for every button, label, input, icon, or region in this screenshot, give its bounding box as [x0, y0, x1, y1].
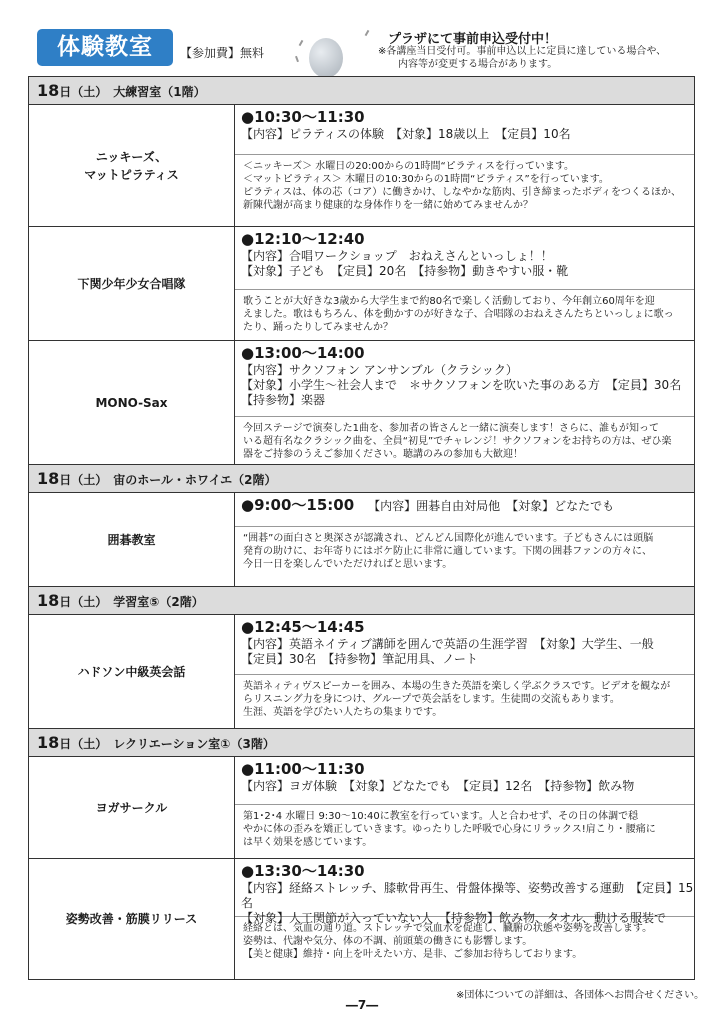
- program-info: 【対象】人工関節が入っていない人 【持参物】飲み物、タオル、動ける服装で: [241, 911, 667, 925]
- description-line: 新陳代謝が高まり健康的な身体作りを一緒に始めてみませんか？: [243, 200, 533, 211]
- program-time: ●13:00～14:00: [241, 344, 365, 362]
- program-info: 【定員】30名 【持参物】筆記用具、ノート: [241, 652, 478, 666]
- program-details: [235, 493, 694, 527]
- description-line: 英語ネィティヴスピーカーを囲み、本場の生きた英語を楽しく学ぶクラスです。ビデオを観なが: [243, 681, 671, 692]
- program-time: ●12:10～12:40: [241, 230, 365, 248]
- notice-title: プラザにて事前申込受付中！: [388, 32, 558, 47]
- description-line: えました。歌はもちろん、体を動かすのが好きな子、合唱隊のおねえさんたちといっしょに歌っ: [243, 309, 674, 320]
- description-line: 姿勢は、代謝や気分、体の不調、前頭葉の働きにも影響します。: [243, 936, 533, 947]
- program-info: 【持参物】楽器: [241, 393, 326, 407]
- description-line: 器をご持参のうえご参加ください。聴講のみの参加も大歓迎！: [243, 449, 523, 460]
- group-name: 下関少年少女合唱隊: [29, 227, 235, 340]
- program-time: ●11:00～11:30: [241, 760, 365, 778]
- description-line: 第1･2･4 水曜日 9:30～10:40に教室を行っています。人と合わせず、その日の体調で穏: [243, 811, 639, 822]
- group-name: ヨガサークル: [29, 757, 235, 858]
- program-row: [29, 493, 694, 587]
- sparkle-icon: [299, 40, 304, 46]
- description-line: 生涯、英語を学びたい人たちの集まりです。: [243, 707, 443, 718]
- program-details: [235, 341, 694, 417]
- description-line: 今回ステージで演奏した1曲を、参加者の皆さんと一緒に演奏します！さらに、誰もが知って: [243, 423, 659, 434]
- description-line: は早く効果を感じています。: [243, 837, 373, 848]
- page-number: ―7―: [345, 998, 379, 1012]
- fee-label: 【参加費】無料: [180, 46, 265, 60]
- program-details: [235, 227, 694, 290]
- description-line: いる超有名なクラシック曲を、全員“初見”でチャレンジ！サクソフォンをお持ちの方は、ぜひ楽: [243, 436, 672, 447]
- description-line: らリスニング力を身につけ、グループで英会話をします。生徒間の交流もあります。: [243, 694, 620, 705]
- program-info: 【内容】英語ネイティブ講師を囲んで英語の生涯学習 【対象】大学生、一般: [241, 637, 654, 651]
- description-line: 歌うことが大好きな3歳から大学生まで約80名で楽しく活動しており、今年創立60周年を迎: [243, 296, 655, 307]
- description-line: 経絡とは、気血の通り道。ストレッチで気血水を促進し、臓腑の状態や姿勢を改善します。: [243, 923, 653, 934]
- description-line: 発育の助けに、お年寄りにはボケ防止に非常に適しています。下関の囲碁ファンの方々に、: [243, 546, 652, 557]
- program-info: 【内容】サクソフォン アンサンブル（クラシック）: [241, 363, 518, 377]
- program-description: [235, 290, 694, 340]
- description-line: ＜ニッキーズ＞ 水曜日の20:00からの1時間“ピラティスを行っています。: [243, 161, 575, 172]
- description-line: ＜マットピラティス＞ 木曜日の10:30からの1時間“ピラティス”を行っています。: [243, 174, 609, 185]
- program-time: ●13:30～14:30: [241, 862, 365, 880]
- program-description: [235, 155, 694, 226]
- program-row: [29, 105, 694, 227]
- section-location: 日（土） 大練習室（1階）: [59, 85, 206, 99]
- section-header: [29, 587, 694, 615]
- program-info: 【内容】囲碁自由対局他 【対象】どなたでも: [368, 499, 615, 513]
- section-location: 日（土） 宙のホール・ホワイエ（2階）: [59, 473, 277, 487]
- program-description: [235, 417, 694, 464]
- program-row: [29, 341, 694, 465]
- group-name: 囲碁教室: [29, 493, 235, 586]
- notice-note-line: ※各講座当日受付可。事前申込以上に定員に達している場合や、: [378, 46, 667, 57]
- sparkle-icon: [295, 56, 299, 62]
- group-name: 姿勢改善・筋膜リリース: [29, 859, 235, 979]
- description-line: 【美と健康】維持・向上を叶えたい方、是非、ご参加お待ちしております。: [243, 949, 583, 960]
- notice-note: [378, 45, 666, 71]
- section-day: 18: [37, 81, 60, 100]
- program-row: [29, 757, 694, 859]
- program-details: [235, 615, 694, 675]
- group-name: MONO-Sax: [29, 341, 235, 464]
- sparkle-icon: [365, 30, 370, 36]
- program-details: [235, 859, 694, 925]
- description-line: 今日一日を楽しんでいただければと思います。: [243, 559, 453, 570]
- program-info: 【対象】小学生～社会人まで ＊サクソフォンを吹いた事のある方 【定員】30名: [241, 378, 682, 392]
- program-description: [235, 917, 694, 979]
- description-line: ピラティスは、体の芯（コア）に働きかけ、しなやかな筋肉、引き締まったボディをつくるほか、: [243, 187, 681, 198]
- group-name: ハドソン中級英会話: [29, 615, 235, 728]
- program-info: 【対象】子ども 【定員】20名 【持参物】動きやすい服・靴: [241, 264, 569, 278]
- program-info: 【内容】合唱ワークショップ おねえさんといっしょ！！: [241, 249, 553, 263]
- program-details: [235, 757, 694, 805]
- program-description: [235, 527, 694, 586]
- description-line: たり、踊ったりしてみませんか？: [243, 322, 393, 333]
- section-header: [29, 729, 694, 757]
- section-day: 18: [37, 591, 60, 610]
- footnote: ※団体についての詳細は、各団体へお問合せください。: [456, 990, 705, 1001]
- notice-note-line: 内容等が変更する場合があります。: [398, 59, 558, 70]
- section-day: 18: [37, 733, 60, 752]
- program-row: [29, 615, 694, 729]
- program-time: ●12:45～14:45: [241, 618, 365, 636]
- program-time: ●10:30～11:30: [241, 108, 365, 126]
- page-header: [0, 0, 724, 76]
- program-time: ●9:00～15:00: [241, 496, 355, 514]
- balloon-icon: [309, 38, 343, 78]
- section-location: 日（土） レクリエーション室①（3階）: [59, 737, 275, 751]
- program-row: [29, 859, 694, 979]
- section-header: [29, 77, 694, 105]
- program-info: 【内容】ヨガ体験 【対象】どなたでも 【定員】12名 【持参物】飲み物: [241, 779, 635, 793]
- section-header: [29, 465, 694, 493]
- schedule-table: [28, 76, 695, 980]
- program-description: [235, 675, 694, 728]
- program-info: 【内容】ピラティスの体験 【対象】18歳以上 【定員】10名: [241, 127, 571, 141]
- program-info: 【内容】経絡ストレッチ、膝軟骨再生、骨盤体操等、姿勢改善する運動 【定員】15名: [241, 881, 694, 910]
- description-line: やかに体の歪みを矯正していきます。ゆったりした呼吸で心身にリラックス!肩こり・腰痛に: [243, 824, 656, 835]
- program-description: [235, 805, 694, 858]
- program-row: [29, 227, 694, 341]
- description-line: “囲碁”の面白さと奥深さが認識され、どんどん国際化が進んでいます。子どもさんには頭脳: [243, 533, 654, 544]
- page-title: 体験教室: [37, 29, 173, 66]
- group-name: ニッキーズ、 マットピラティス: [29, 105, 235, 226]
- section-location: 日（土） 学習室⑤（2階）: [59, 595, 204, 609]
- section-day: 18: [37, 469, 60, 488]
- program-details: [235, 105, 694, 155]
